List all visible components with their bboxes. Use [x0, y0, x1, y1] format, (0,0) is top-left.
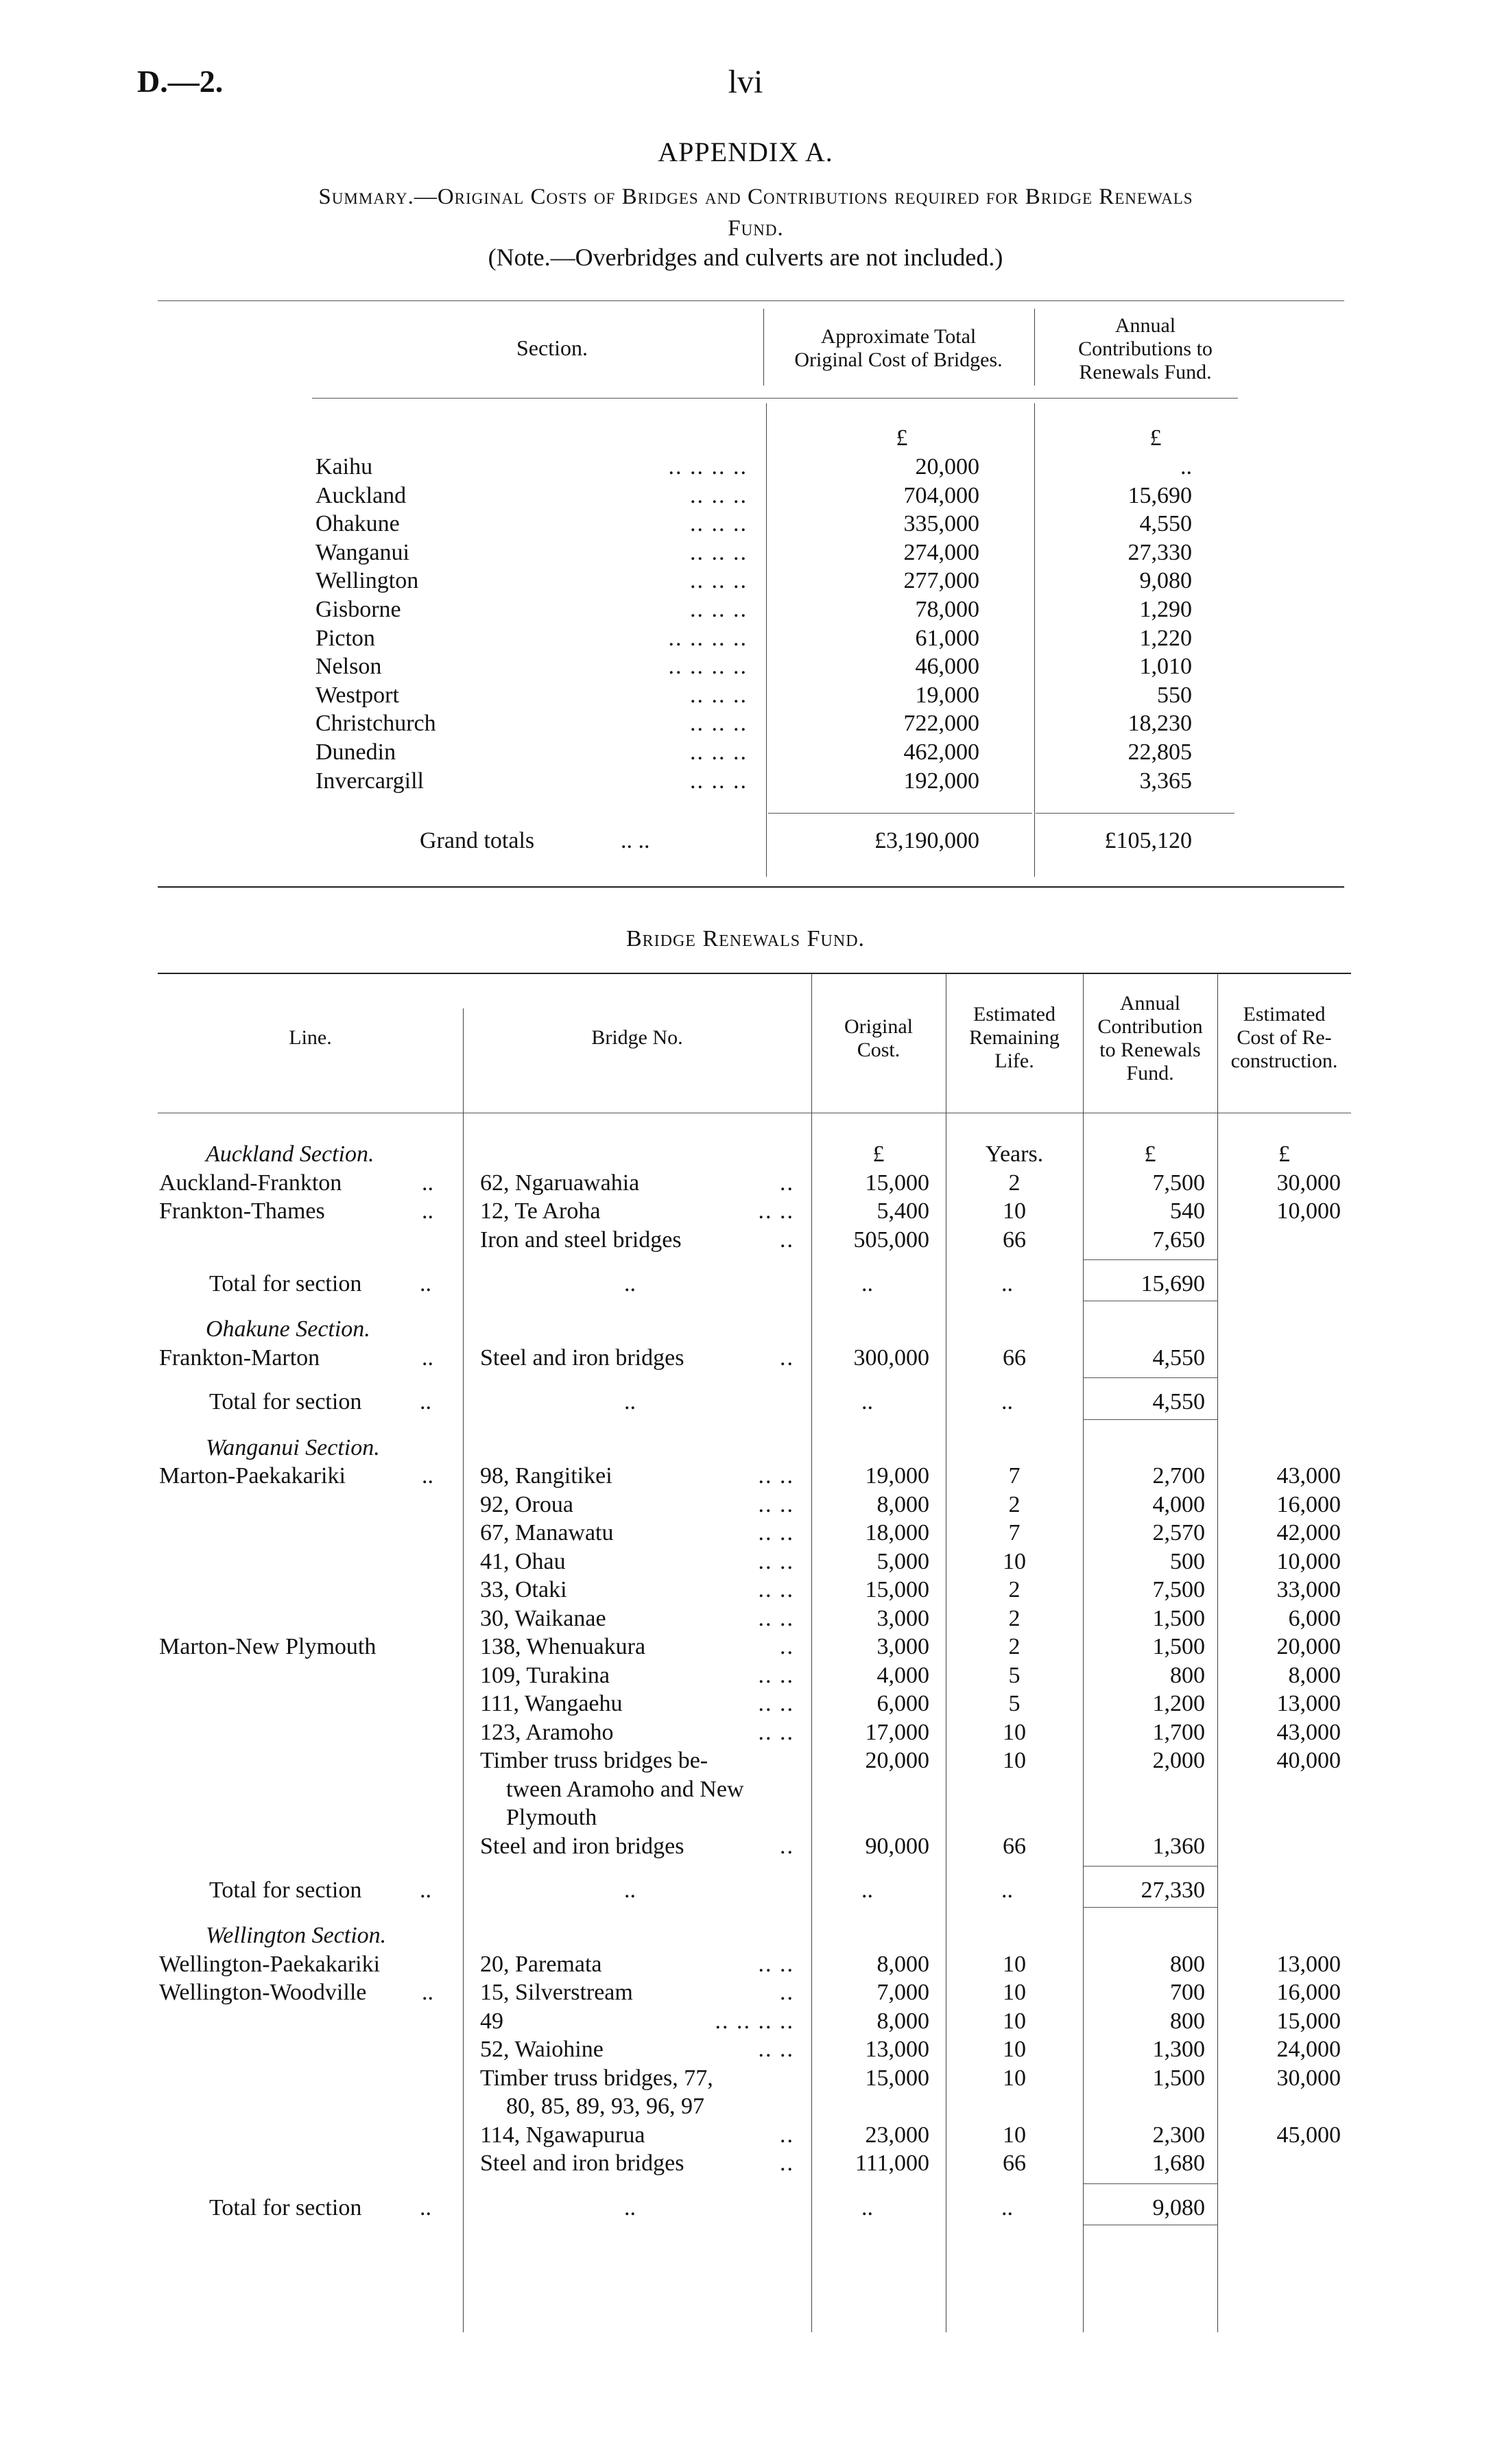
row-annual: 7,650 [1152, 1227, 1205, 1253]
row-bridge-dots: .. .. [758, 1198, 794, 1224]
row-orig: 20,000 [865, 1748, 929, 1773]
row-line-dots: .. [422, 1344, 433, 1371]
section-total-value: 15,690 [1141, 1270, 1205, 1296]
summary-row-section: Gisborne [315, 597, 401, 622]
row-line: Frankton-Thames [159, 1198, 325, 1224]
row-recon: 13,000 [1276, 1691, 1341, 1716]
row-bridge: 98, Rangitikei [480, 1463, 612, 1489]
row-bridge-dots: .. .. [758, 1662, 794, 1688]
summary-col-divider-2 [1034, 403, 1035, 877]
row-recon: 8,000 [1288, 1662, 1341, 1688]
row-life: 10 [1003, 1548, 1026, 1574]
row-bridge: 41, Ohau [480, 1548, 566, 1574]
summary-total-rule-cost [768, 813, 1032, 814]
section-total-dots: .. [861, 2194, 873, 2220]
summary-grand-total-cost: £3,190,000 [874, 828, 979, 853]
row-life: 2 [1008, 1634, 1021, 1659]
row-bridge: Steel and iron bridges [480, 1344, 684, 1371]
renewals-top-rule [158, 973, 1351, 974]
row-annual: 7,500 [1152, 1170, 1205, 1196]
row-bridge: Iron and steel bridges [480, 1227, 682, 1253]
row-recon: 16,000 [1276, 1980, 1341, 2006]
row-annual: 1,500 [1152, 1634, 1205, 1659]
row-bridge: 33, Otaki [480, 1577, 567, 1602]
summary-row-section: Auckland [315, 482, 407, 508]
summary-row-contrib: 1,220 [1139, 625, 1192, 651]
summary-row-cost: 274,000 [903, 539, 979, 565]
renewals-header-life [946, 1003, 1083, 1073]
row-bridge-dots: .. .. [758, 1548, 794, 1574]
section-total-value: 4,550 [1152, 1389, 1205, 1415]
row-life: 2 [1008, 1605, 1021, 1631]
row-annual: 1,500 [1152, 1605, 1205, 1631]
row-bridge-dots: .. .. [758, 1719, 794, 1745]
row-orig: 15,000 [865, 1577, 929, 1602]
summary-row-cost: 192,000 [903, 768, 979, 794]
summary-header-contrib-line3: Renewals Fund. [1079, 361, 1212, 383]
row-bridge-dots: .. .. .. .. [715, 2008, 794, 2034]
section-total-dots: .. [420, 1877, 431, 1903]
row-bridge: 109, Turakina [480, 1662, 610, 1688]
summary-title [159, 181, 1352, 244]
row-orig: 18,000 [865, 1520, 929, 1545]
summary-title-line2: Fund. [728, 216, 784, 241]
row-annual: 1,680 [1152, 2151, 1205, 2177]
row-bridge: Steel and iron bridges [480, 1833, 684, 1859]
row-annual: 2,700 [1152, 1463, 1205, 1489]
summary-unit-cost: £ [896, 425, 908, 451]
row-bridge: 67, Manawatu [480, 1520, 614, 1545]
summary-row-cost: 462,000 [903, 739, 979, 765]
renewals-header-life-line1: Estimated [973, 1003, 1055, 1026]
section-total-dots: .. [1001, 1389, 1013, 1415]
summary-row-dots: .. .. .. [690, 539, 748, 565]
row-life: 10 [1003, 1719, 1026, 1745]
row-recon: 43,000 [1276, 1463, 1341, 1489]
summary-header-section: Section. [516, 335, 588, 360]
summary-row-cost: 46,000 [915, 654, 979, 680]
appendix-title: APPENDIX A. [658, 137, 833, 167]
summary-header-divider-1 [763, 309, 764, 386]
summary-row-cost: 61,000 [915, 625, 979, 651]
summary-row-section: Kaihu [315, 454, 373, 479]
row-orig: 8,000 [876, 1951, 929, 1977]
row-orig: 5,000 [876, 1548, 929, 1574]
row-bridge: 52, Waiohine [480, 2037, 604, 2063]
row-orig: 8,000 [876, 1491, 929, 1517]
summary-header-cost-line2: Original Cost of Bridges. [794, 348, 1003, 371]
row-bridge-dots: .. [780, 1980, 794, 2006]
row-life: 10 [1003, 2122, 1026, 2148]
renewals-unit-annual: £ [1144, 1141, 1156, 1167]
summary-row-section: Picton [315, 625, 375, 651]
summary-row-dots: .. .. .. .. [668, 454, 748, 479]
row-life: 10 [1003, 1198, 1026, 1224]
row-recon: 10,000 [1276, 1548, 1341, 1574]
row-bridge: Plymouth [506, 1805, 597, 1830]
row-bridge-dots: .. .. [758, 1463, 794, 1489]
row-life: 66 [1003, 1833, 1026, 1859]
summary-header-contrib-line1: Annual [1114, 314, 1176, 337]
section-total-rule-top [1084, 1377, 1217, 1378]
summary-bottom-rule [158, 886, 1344, 888]
row-line: Wellington-Woodville [159, 1980, 367, 2006]
section-total-dots: .. [1001, 1270, 1013, 1296]
summary-row-dots: .. .. .. [690, 739, 748, 765]
summary-row-section: Dunedin [315, 739, 396, 765]
section-total-dots: .. [624, 2194, 636, 2220]
row-annual: 2,000 [1152, 1748, 1205, 1773]
summary-top-rule [158, 300, 1344, 301]
row-annual: 4,000 [1152, 1491, 1205, 1517]
row-bridge: 15, Silverstream [480, 1980, 633, 2006]
section-total-label: Total for section [209, 2194, 362, 2220]
row-line-dots: .. [422, 1170, 433, 1196]
renewals-header-bridge: Bridge No. [591, 1026, 683, 1049]
renewals-col-divider-2 [811, 974, 812, 2332]
section-total-rule-bottom [1084, 1907, 1217, 1908]
section-total-dots: .. [861, 1270, 873, 1296]
summary-header-cost-line1: Approximate Total [820, 325, 977, 348]
summary-row-contrib: 9,080 [1139, 568, 1192, 594]
row-life: 10 [1003, 2037, 1026, 2063]
row-annual: 1,300 [1152, 2037, 1205, 2063]
row-annual: 2,570 [1152, 1520, 1205, 1545]
summary-col-divider-1 [766, 403, 767, 877]
row-bridge: 30, Waikanae [480, 1605, 606, 1631]
summary-row-dots: .. .. .. [690, 482, 748, 508]
summary-note: (Note.—Overbridges and culverts are not included.) [488, 244, 1003, 271]
row-annual: 2,300 [1152, 2122, 1205, 2148]
summary-title-line1: Summary.—Original Costs of Bridges and Contributions required for Bridge Renewals [318, 185, 1193, 209]
row-life: 2 [1008, 1170, 1021, 1196]
row-orig: 505,000 [853, 1227, 929, 1253]
section-total-dots: .. [861, 1389, 873, 1415]
summary-row-contrib: 1,010 [1139, 654, 1192, 680]
section-total-dots: .. [1001, 2194, 1013, 2220]
section-total-label: Total for section [209, 1877, 362, 1903]
row-annual: 1,500 [1152, 2065, 1205, 2091]
row-line-dots: .. [422, 1198, 433, 1224]
row-recon: 42,000 [1276, 1520, 1341, 1545]
renewals-header-life-line3: Life. [994, 1050, 1034, 1072]
renewals-header-line: Line. [289, 1026, 332, 1049]
row-bridge-dots: .. .. [758, 1577, 794, 1602]
row-bridge-dots: .. [780, 1344, 794, 1371]
section-total-dots: .. [624, 1270, 636, 1296]
row-line-dots: .. [422, 1463, 433, 1489]
summary-grand-total-dots: .. .. [621, 828, 650, 853]
row-orig: 15,000 [865, 2065, 929, 2091]
row-bridge: tween Aramoho and New [506, 1776, 744, 1802]
renewals-header-recon-line3: construction. [1230, 1050, 1338, 1072]
row-bridge: 92, Oroua [480, 1491, 573, 1517]
summary-row-section: Invercargill [315, 768, 424, 794]
summary-unit-contrib: £ [1149, 425, 1162, 451]
row-bridge: 62, Ngaruawahia [480, 1170, 640, 1196]
summary-row-contrib: 550 [1157, 682, 1192, 708]
row-orig: 300,000 [853, 1344, 929, 1371]
row-annual: 800 [1170, 1662, 1205, 1688]
row-bridge: Steel and iron bridges [480, 2151, 684, 2177]
row-annual: 1,360 [1152, 1833, 1205, 1859]
row-annual: 1,700 [1152, 1719, 1205, 1745]
row-recon: 6,000 [1288, 1605, 1341, 1631]
renewals-unit-recon: £ [1278, 1141, 1290, 1167]
row-line: Marton-New Plymouth [159, 1634, 377, 1659]
row-orig: 111,000 [855, 2151, 929, 2177]
summary-header-divider-2 [1034, 309, 1035, 386]
renewals-header-annual-line4: Fund. [1126, 1062, 1174, 1085]
renewals-header-orig-line2: Cost. [857, 1039, 900, 1061]
row-life: 66 [1003, 2151, 1026, 2177]
row-recon: 24,000 [1276, 2037, 1341, 2063]
summary-row-cost: 78,000 [915, 597, 979, 622]
row-bridge: 49 [480, 2008, 503, 2034]
renewals-unit-orig: £ [872, 1141, 885, 1167]
row-orig: 3,000 [876, 1605, 929, 1631]
row-life: 7 [1008, 1463, 1021, 1489]
row-bridge-dots: .. [780, 1227, 794, 1253]
row-recon: 45,000 [1276, 2122, 1341, 2148]
section-total-rule-top [1084, 1866, 1217, 1867]
summary-row-contrib: 3,365 [1139, 768, 1192, 794]
row-bridge: 123, Aramoho [480, 1719, 614, 1745]
summary-row-contrib: 18,230 [1128, 711, 1192, 737]
row-recon: 43,000 [1276, 1719, 1341, 1745]
summary-grand-total-label: Grand totals [420, 828, 535, 853]
row-annual: 700 [1170, 1980, 1205, 2006]
row-recon: 33,000 [1276, 1577, 1341, 1602]
row-orig: 6,000 [876, 1691, 929, 1716]
row-orig: 15,000 [865, 1170, 929, 1196]
summary-row-cost: 704,000 [903, 482, 979, 508]
row-bridge: Timber truss bridges be- [480, 1748, 708, 1773]
renewals-header-annual-line2: Contribution [1097, 1015, 1203, 1038]
row-bridge: 111, Wangaehu [480, 1691, 623, 1716]
summary-row-contrib: 15,690 [1128, 482, 1192, 508]
summary-row-contrib: 4,550 [1139, 511, 1192, 537]
row-line: Frankton-Marton [159, 1344, 320, 1371]
row-orig: 3,000 [876, 1634, 929, 1659]
row-orig: 7,000 [876, 1980, 929, 2006]
summary-row-section: Christchurch [315, 711, 436, 737]
section-heading: Auckland Section. [206, 1141, 374, 1167]
row-life: 66 [1003, 1227, 1026, 1253]
section-total-dots: .. [861, 1877, 873, 1903]
row-life: 10 [1003, 2008, 1026, 2034]
row-line-dots: .. [422, 1980, 433, 2006]
summary-row-dots: .. .. .. [690, 568, 748, 594]
summary-row-dots: .. .. .. .. [668, 654, 748, 680]
row-recon: 40,000 [1276, 1748, 1341, 1773]
row-orig: 5,400 [876, 1198, 929, 1224]
row-orig: 8,000 [876, 2008, 929, 2034]
section-total-value: 27,330 [1141, 1877, 1205, 1903]
section-heading: Ohakune Section. [206, 1316, 370, 1342]
row-bridge-dots: .. [780, 1170, 794, 1196]
row-bridge: 80, 85, 89, 93, 96, 97 [506, 2094, 704, 2120]
renewals-col-divider-5 [1217, 974, 1218, 2332]
row-life: 10 [1003, 1980, 1026, 2006]
section-total-dots: .. [1001, 1877, 1013, 1903]
renewals-header-life-line2: Remaining [969, 1026, 1060, 1049]
summary-row-dots: .. .. .. .. [668, 625, 748, 651]
row-recon: 13,000 [1276, 1951, 1341, 1977]
renewals-header-recon-line2: Cost of Re- [1237, 1026, 1332, 1049]
row-life: 66 [1003, 1344, 1026, 1371]
row-bridge-dots: .. .. [758, 1951, 794, 1977]
section-total-dots: .. [420, 2194, 431, 2220]
row-bridge-dots: .. .. [758, 1491, 794, 1517]
row-line: Wellington-Paekakariki [159, 1951, 381, 1977]
row-annual: 1,200 [1152, 1691, 1205, 1716]
renewals-col-divider-1 [463, 1008, 464, 2332]
row-bridge-dots: .. .. [758, 1605, 794, 1631]
renewals-unit-life: Years. [985, 1141, 1044, 1167]
section-total-rule-bottom [1084, 1419, 1217, 1420]
row-bridge-dots: .. [780, 1634, 794, 1659]
row-recon: 30,000 [1276, 2065, 1341, 2091]
row-life: 2 [1008, 1491, 1021, 1517]
summary-row-section: Westport [315, 682, 399, 708]
row-bridge-dots: .. .. [758, 1691, 794, 1716]
section-total-rule-top [1084, 1259, 1217, 1260]
row-annual: 800 [1170, 2008, 1205, 2034]
row-life: 10 [1003, 1748, 1026, 1773]
renewals-header-annual-line3: to Renewals [1099, 1039, 1201, 1061]
row-life: 7 [1008, 1520, 1021, 1545]
section-total-label: Total for section [209, 1270, 362, 1296]
renewals-header-recon [1217, 1003, 1351, 1073]
section-heading: Wellington Section. [206, 1923, 387, 1949]
section-total-dots: .. [420, 1389, 431, 1415]
section-total-dots: .. [420, 1270, 431, 1296]
section-total-rule-top [1084, 2183, 1217, 2184]
row-recon: 10,000 [1276, 1198, 1341, 1224]
row-bridge-dots: .. .. [758, 2037, 794, 2063]
renewals-header-orig-line1: Original [844, 1015, 913, 1038]
renewals-header-annual-line1: Annual [1119, 992, 1181, 1015]
renewals-header-recon-line1: Estimated [1243, 1003, 1326, 1026]
row-orig: 90,000 [865, 1833, 929, 1859]
summary-row-section: Nelson [315, 654, 382, 680]
row-annual: 800 [1170, 1951, 1205, 1977]
row-bridge-dots: .. [780, 2151, 794, 2177]
row-life: 5 [1008, 1691, 1021, 1716]
row-bridge-dots: .. .. [758, 1520, 794, 1545]
renewals-col-divider-4 [1083, 974, 1084, 2332]
summary-header-rule [312, 398, 1238, 399]
row-orig: 23,000 [865, 2122, 929, 2148]
summary-row-dots: .. .. .. [690, 711, 748, 737]
summary-row-contrib: 1,290 [1139, 597, 1192, 622]
renewals-header-annual [1083, 992, 1217, 1085]
row-recon: 20,000 [1276, 1634, 1341, 1659]
summary-row-cost: 20,000 [915, 454, 979, 479]
summary-row-section: Wanganui [315, 539, 409, 565]
row-life: 10 [1003, 1951, 1026, 1977]
summary-row-cost: 19,000 [915, 682, 979, 708]
row-bridge: Timber truss bridges, 77, [480, 2065, 713, 2091]
document-id: D.—2. [137, 64, 224, 99]
section-total-label: Total for section [209, 1389, 362, 1415]
row-recon: 16,000 [1276, 1491, 1341, 1517]
summary-row-contrib: 22,805 [1128, 739, 1192, 765]
row-recon: 15,000 [1276, 2008, 1341, 2034]
summary-row-contrib: 27,330 [1128, 539, 1192, 565]
row-orig: 4,000 [876, 1662, 929, 1688]
renewals-header-orig [811, 1015, 946, 1062]
section-total-dots: .. [624, 1877, 636, 1903]
row-line: Auckland-Frankton [159, 1170, 342, 1196]
row-annual: 7,500 [1152, 1577, 1205, 1602]
row-bridge: 114, Ngawapurua [480, 2122, 645, 2148]
page-number: lvi [728, 64, 763, 100]
section-heading: Wanganui Section. [206, 1434, 380, 1460]
summary-row-dots: .. .. .. [690, 511, 748, 537]
summary-header-contrib [1036, 314, 1255, 384]
row-recon: 30,000 [1276, 1170, 1341, 1196]
row-bridge: 20, Paremata [480, 1951, 602, 1977]
renewals-title: Bridge Renewals Fund. [625, 926, 866, 951]
summary-header-contrib-line2: Contributions to [1078, 337, 1213, 360]
summary-row-cost: 277,000 [903, 568, 979, 594]
row-life: 5 [1008, 1662, 1021, 1688]
row-bridge: 12, Te Aroha [480, 1198, 601, 1224]
row-life: 2 [1008, 1577, 1021, 1602]
summary-row-cost: 722,000 [903, 711, 979, 737]
summary-row-dots: .. .. .. [690, 597, 748, 622]
summary-row-dots: .. .. .. [690, 682, 748, 708]
summary-row-dots: .. .. .. [690, 768, 748, 794]
summary-grand-total-contrib: £105,120 [1104, 828, 1192, 853]
summary-row-cost: 335,000 [903, 511, 979, 537]
row-annual: 500 [1170, 1548, 1205, 1574]
row-annual: 4,550 [1152, 1344, 1205, 1371]
row-orig: 13,000 [865, 2037, 929, 2063]
row-bridge-dots: .. [780, 2122, 794, 2148]
section-total-dots: .. [624, 1389, 636, 1415]
summary-row-contrib: .. [1180, 454, 1192, 479]
row-orig: 17,000 [865, 1719, 929, 1745]
row-bridge: 138, Whenuakura [480, 1634, 646, 1659]
summary-row-section: Ohakune [315, 511, 400, 537]
section-total-value: 9,080 [1152, 2194, 1205, 2220]
summary-header-cost [765, 325, 1032, 372]
summary-row-section: Wellington [315, 568, 419, 594]
row-bridge-dots: .. [780, 1833, 794, 1859]
row-orig: 19,000 [865, 1463, 929, 1489]
row-annual: 540 [1170, 1198, 1205, 1224]
row-life: 10 [1003, 2065, 1026, 2091]
summary-total-rule-contrib [1036, 813, 1234, 814]
row-line: Marton-Paekakariki [159, 1463, 346, 1489]
